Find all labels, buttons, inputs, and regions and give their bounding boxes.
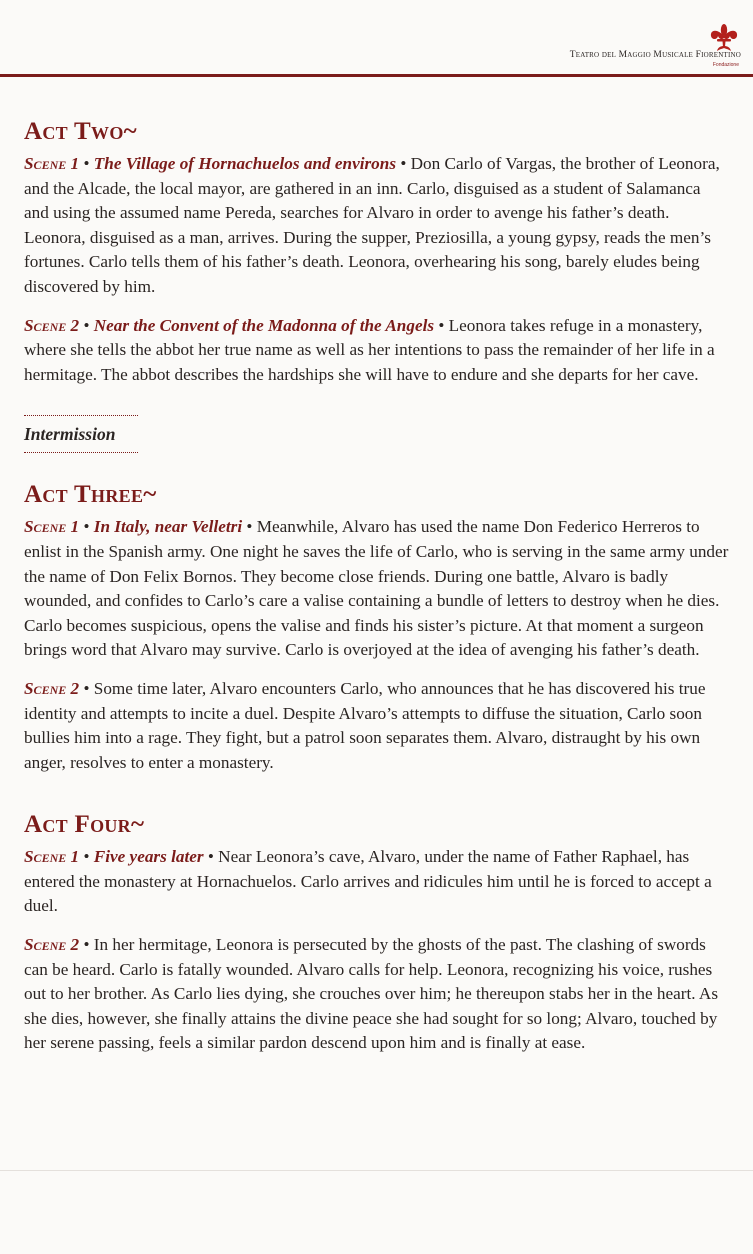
scene-label: Scene 2 — [24, 315, 80, 335]
scene-text: Some time later, Alvaro encounters Carlo, who announces that he has discovered his true identity and attempts to incite a duel. Despite Alvaro’s attempts to diffuse the situation, Carlo soon bullies him into a rage. They fight, but a patrol soon separates them. Alvaro, distraught by his own anger, resolves to enter a monastery. — [24, 678, 706, 772]
scene-place: Five years later — [93, 847, 204, 867]
act-title: Act Two~ — [24, 118, 137, 145]
bullet: • — [83, 678, 90, 698]
brand-subtitle: Fondazione — [712, 62, 739, 68]
intermission-label: Intermission — [24, 424, 116, 445]
scene-label: Scene 1 — [24, 517, 80, 537]
scene-text: In her hermitage, Leonora is persecuted by the ghosts of the past. The clashing of swords can be heard. Carlo is fatally wounded. Alvaro calls for help. Leonora, recognizing his voice, rushes out to her brother. As Carlo lies dying, she crouches over him; he thereupon stabs her in the heart. As she dies, however, she finally attains the divine peace she had sought for so long; Alvaro, touched by her serene passing, feels a similar pardon descend upon him and is finally at ease. — [24, 935, 719, 1053]
bullet: • — [83, 847, 90, 867]
header-rule — [0, 74, 753, 77]
scene-paragraph — [24, 515, 729, 663]
scene-paragraph — [24, 933, 729, 1056]
brand-name: Teatro del Maggio Musicale Fiorentino — [569, 50, 741, 60]
bullet: • — [83, 935, 90, 955]
bullet: • — [83, 517, 90, 537]
scene-paragraph — [24, 845, 729, 919]
scene-text: Don Carlo of Vargas, the brother of Leonora, and the Alcade, the local mayor, are gathered in an inn. Carlo, disguised as a student of Salamanca and using the assumed name Pereda, searches for Alvaro in order to avenge his father’s death. Leonora, disguised as a man, arrives. During the supper, Preziosilla, a young gypsy, reads the men’s fortunes. Carlo tells them of his father’s death. Leonora, overhearing his song, barely eludes being discovered by him. — [24, 154, 720, 296]
bullet: • — [400, 154, 407, 173]
act-title: Act Three~ — [24, 481, 157, 509]
scene-text: Leonora takes refuge in a monastery, where she tells the abbot her true name as well as her intentions to pass the remainder of her life in a hermitage. The abbot describes the hardships she will have to endure and she departs for her cave. — [24, 315, 715, 384]
scene-paragraph — [24, 152, 729, 300]
dotted-divider — [24, 415, 138, 416]
footer-rule — [0, 1170, 753, 1171]
act-title: Act Four~ — [24, 811, 145, 839]
scene-paragraph — [24, 677, 729, 775]
scene-label: Scene 1 — [24, 154, 80, 173]
scene-text: Near Leonora’s cave, Alvaro, under the name of Father Raphael, has entered the monastery at Hornachuelos. Carlo arrives and ridicules him until he is forced to accept a duel. — [24, 847, 712, 916]
scene-text: Meanwhile, Alvaro has used the name Don Federico Herreros to enlist in the Spanish army. One night he saves the life of Carlo, who is serving in the same army under the name of Don Felix Bornos. They become close friends. During one battle, Alvaro is badly wounded, and confides to Carlo’s care a valise containing a bundle of letters to destroy when he dies. Carlo becomes suspicious, opens the valise and finds his sister’s picture. At that moment a surgeon brings word that Alvaro may survive. Carlo is overjoyed at the idea of avenging his father’s death. — [24, 517, 729, 660]
act-three — [24, 479, 729, 775]
florentine-lily-icon — [708, 24, 740, 52]
scene-label: Scene 2 — [24, 935, 80, 955]
act-two — [24, 116, 729, 387]
scene-place: Near the Convent of the Madonna of the Angels — [93, 315, 435, 335]
scene-label: Scene 1 — [24, 847, 80, 867]
scene-place: In Italy, near Velletri — [93, 517, 243, 537]
bullet: • — [438, 315, 445, 335]
bullet: • — [83, 154, 90, 173]
scene-label: Scene 2 — [24, 678, 80, 698]
scene-place: The Village of Hornachuelos and environs — [93, 154, 397, 173]
act-four — [24, 809, 729, 1056]
synopsis-content — [24, 116, 729, 1070]
bullet: • — [83, 315, 90, 335]
bullet: • — [207, 847, 214, 867]
scene-paragraph — [24, 314, 729, 388]
bullet: • — [246, 517, 253, 537]
